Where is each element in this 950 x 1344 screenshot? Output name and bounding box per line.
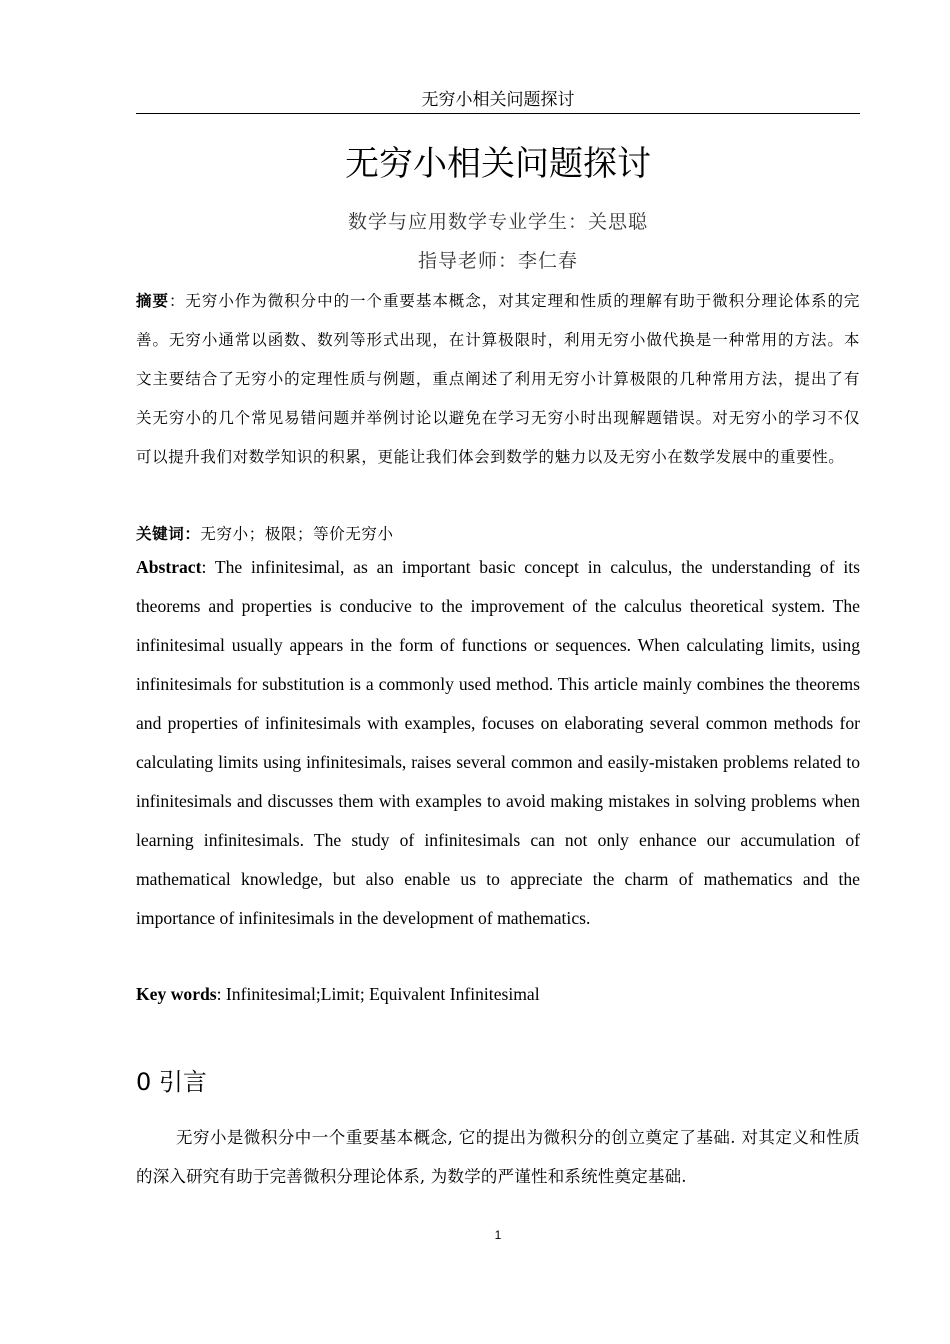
- section-heading-introduction: 0 引言: [136, 1068, 207, 1096]
- introduction-paragraph: 无穷小是微积分中一个重要基本概念, 它的提出为微积分的创立奠定了基础. 对其定义和性质的深入研究有助于完善微积分理论体系, 为数学的严谨性和系统性奠定基础.: [136, 1128, 860, 1186]
- chinese-abstract-separator: ：: [168, 292, 186, 310]
- page-number: 1: [494, 1228, 502, 1242]
- paper-title: 无穷小相关问题探讨: [345, 144, 651, 184]
- header-rule: [136, 113, 860, 114]
- chinese-abstract: [136, 281, 860, 477]
- chinese-keywords-label: 关键词: [136, 524, 185, 543]
- chinese-keywords-separator: ：: [184, 524, 201, 543]
- english-abstract-label: Abstract: [136, 557, 202, 577]
- english-keywords: [136, 975, 860, 1014]
- english-abstract-text: : The infinitesimal, as an important basic concept in calculus, the understanding of its theorems and properties is conducive to the improvement of the calculus theoretical system. The infinitesimal usually appears in the form of functions or sequences. When calculating limits, using infinitesimals for substitution is a commonly used method. This article mainly combines the theorems and properties of infinitesimals with examples, focuses on elaborating several common methods for calculating limits using infinitesimals, raises several common and easily-mistaken problems related to infinitesimals and discusses them with examples to avoid making mistakes in solving problems when learning infinitesimals. The study of infinitesimals can not only enhance our accumulation of mathematical knowledge, but also enable us to appreciate the charm of mathematics and the importance of infinitesimals in the development of mathematics.: [136, 557, 860, 928]
- chinese-abstract-text: 无穷小作为微积分中的一个重要基本概念，对其定理和性质的理解有助于微积分理论体系的完善。无穷小通常以函数、数列等形式出现，在计算极限时，利用无穷小做代换是一种常用的方法。本文主要结合了无穷小的定理性质与例题，重点阐述了利用无穷小计算极限的几种常用方法，提出了有关无穷小的几个常见易错问题并举例讨论以避免在学习无穷小时出现解题错误。对无穷小的学习不仅可以提升我们对数学知识的积累，更能让我们体会到数学的魅力以及无穷小在数学发展中的重要性。: [136, 292, 861, 466]
- english-keywords-text: : Infinitesimal;Limit; Equivalent Infinitesimal: [216, 984, 540, 1004]
- english-keywords-label: Key words: [136, 984, 217, 1004]
- chinese-abstract-label: 摘要: [136, 291, 169, 310]
- advisor-line: 指导老师：李仁春: [417, 250, 578, 272]
- english-abstract: [136, 548, 860, 938]
- running-header: 无穷小相关问题探讨: [421, 90, 575, 110]
- chinese-keywords-text: 无穷小；极限；等价无穷小: [200, 525, 394, 543]
- author-line: 数学与应用数学专业学生：关思聪: [347, 211, 648, 233]
